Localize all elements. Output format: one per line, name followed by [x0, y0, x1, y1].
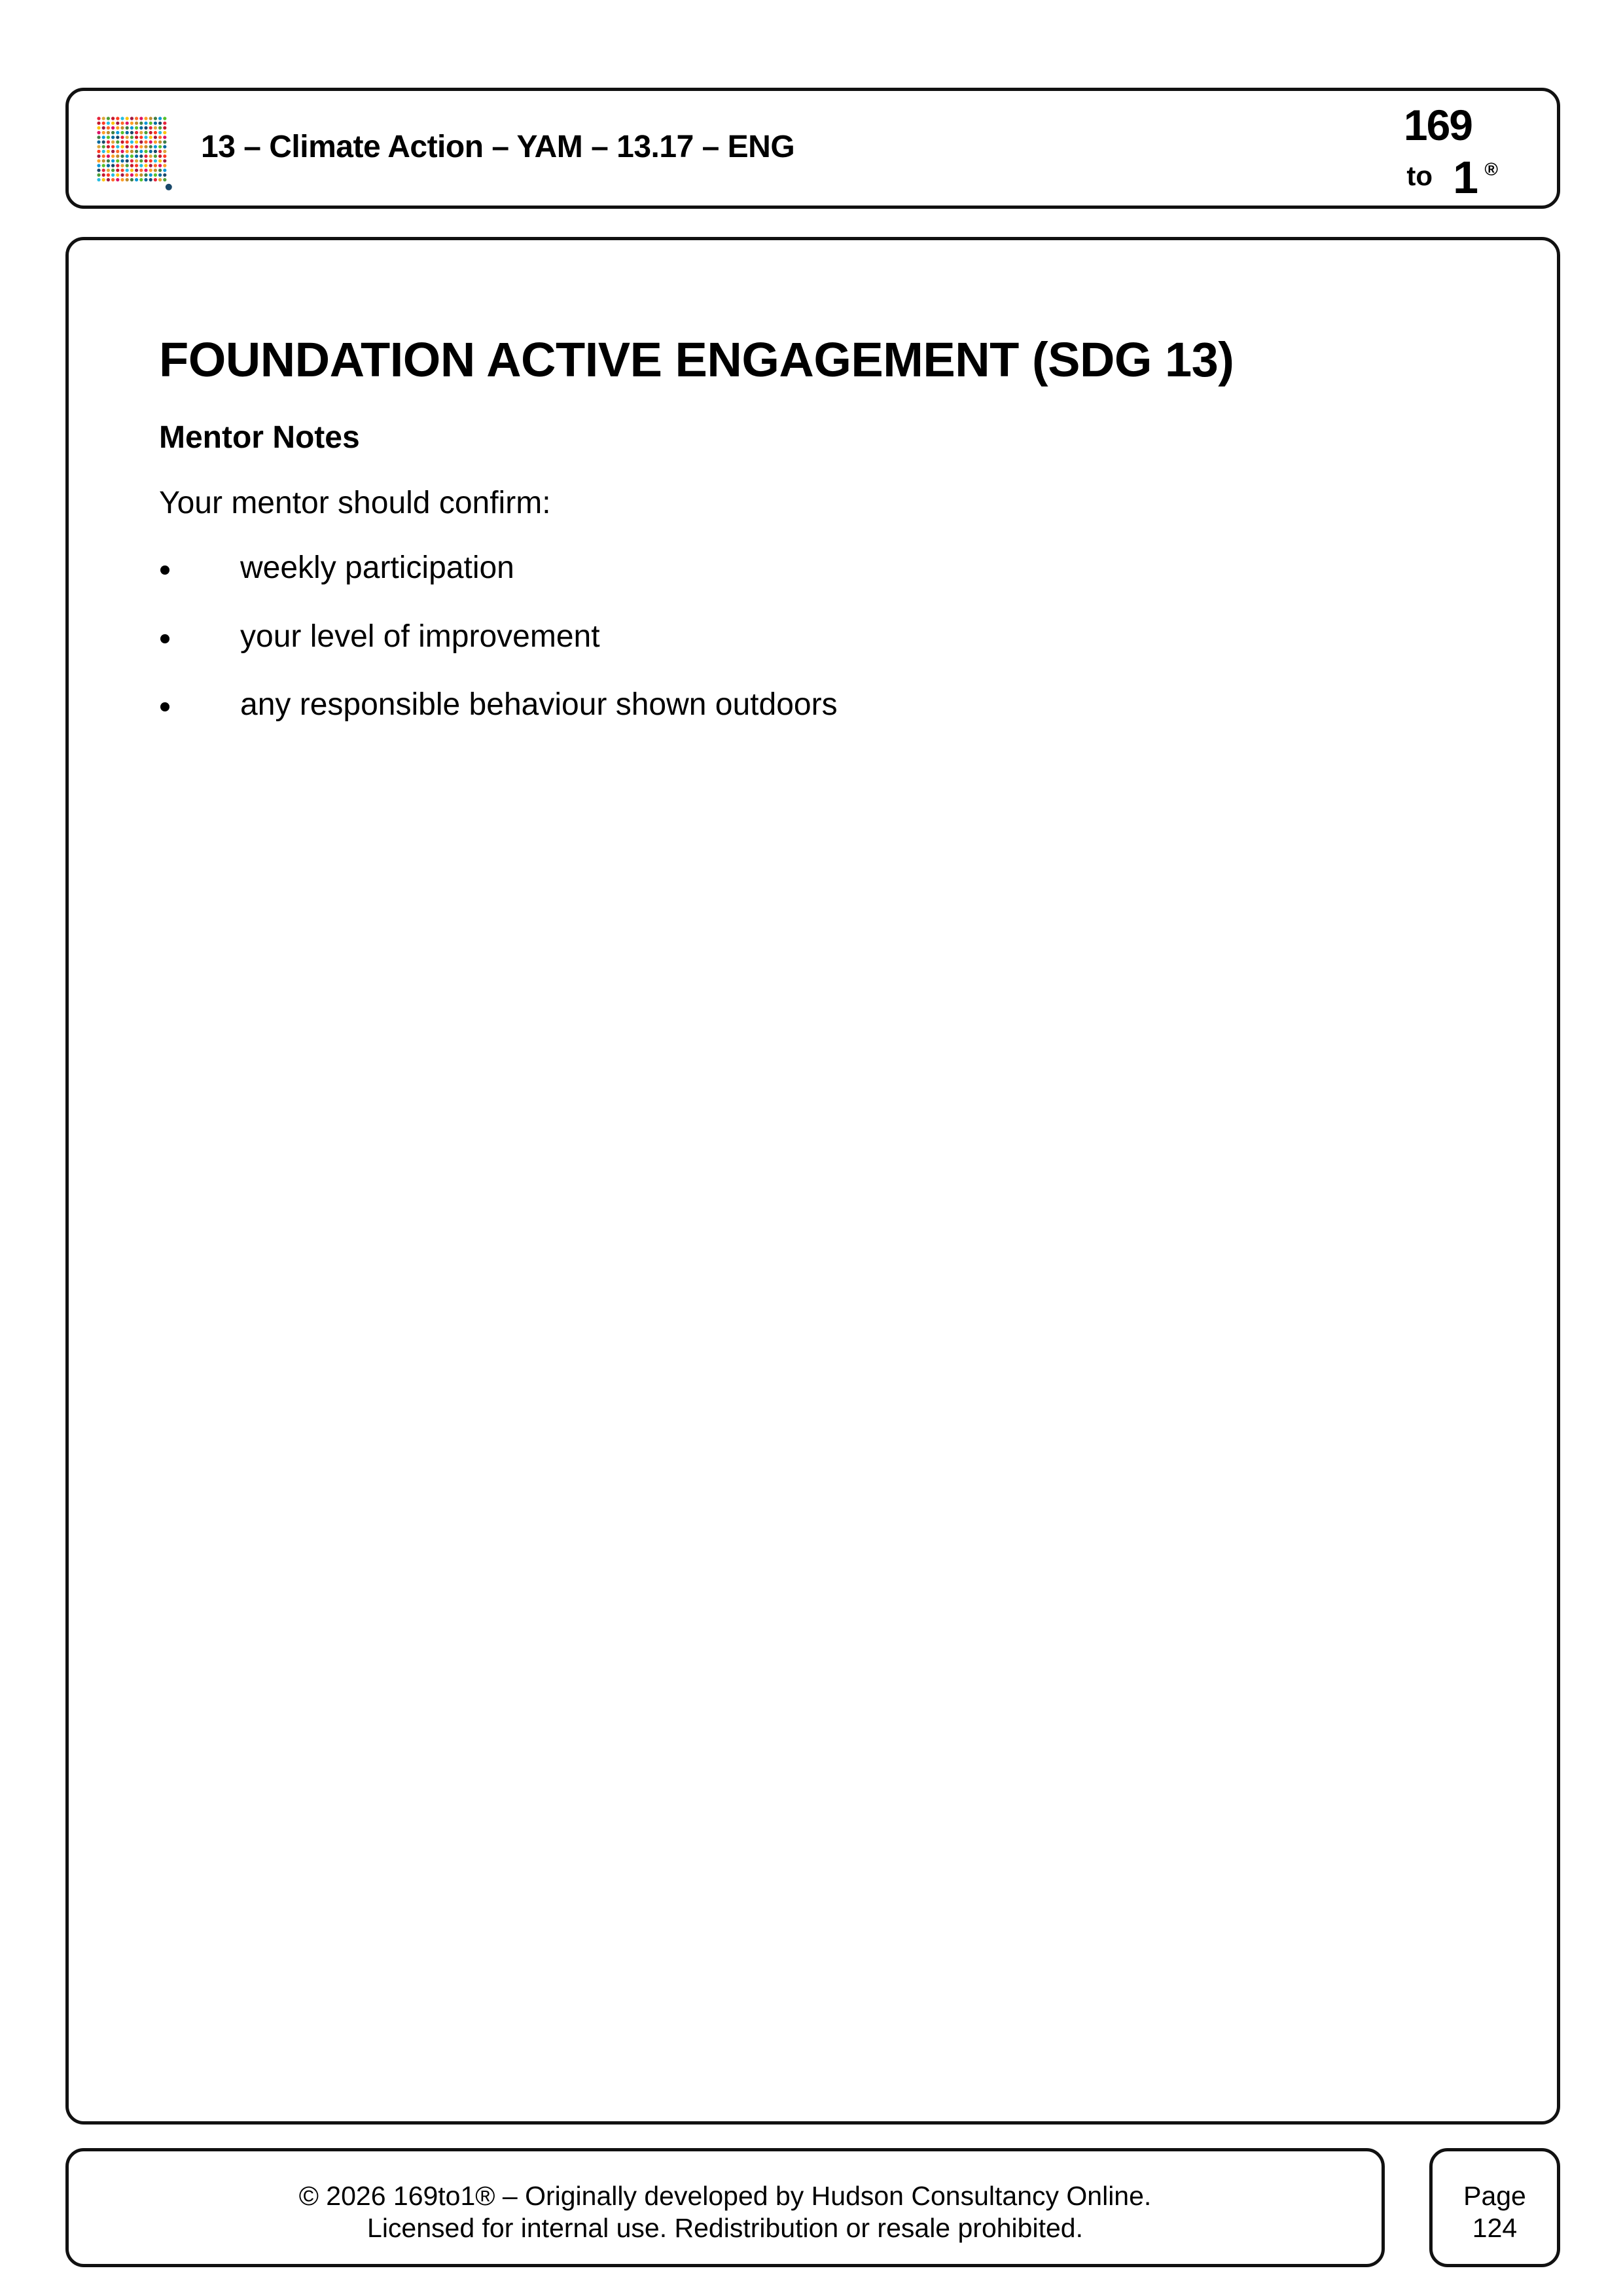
- logo-dot: [102, 169, 105, 172]
- logo-dot: [126, 126, 129, 130]
- logo-dot: [111, 122, 115, 125]
- logo-dot: [102, 126, 105, 130]
- logo-dot: [120, 135, 124, 139]
- logo-dot: [116, 140, 119, 143]
- logo-dot: [163, 154, 166, 158]
- logo-dot: [102, 164, 105, 167]
- logo-dot: [130, 126, 134, 130]
- logo-dot: [116, 117, 119, 120]
- logo-dot: [149, 122, 152, 125]
- logo-dot: [116, 126, 119, 130]
- logo-dot: [116, 135, 119, 139]
- logo-dot: [107, 122, 110, 125]
- logo-dot: [116, 178, 119, 181]
- logo-dot: [120, 145, 124, 149]
- logo-dot: [97, 169, 100, 172]
- logo-dot: [139, 140, 143, 143]
- intro-text: Your mentor should confirm:: [159, 485, 551, 520]
- logo-dot: [149, 154, 152, 158]
- list-item-text: weekly participation: [240, 550, 514, 586]
- logo-dot: [139, 122, 143, 125]
- logo-dot: [111, 154, 115, 158]
- logo-dot: [154, 117, 157, 120]
- logo-dot: [97, 140, 100, 143]
- logo-dot: [139, 169, 143, 172]
- logo-dot: [130, 164, 134, 167]
- logo-dot: [120, 131, 124, 134]
- logo-dot: [139, 117, 143, 120]
- logo-dot: [126, 173, 129, 177]
- logo-dot: [111, 164, 115, 167]
- page-label: Page: [1463, 2181, 1526, 2211]
- logo-dot: [139, 126, 143, 130]
- logo-dot: [130, 131, 134, 134]
- logo-dot: [116, 154, 119, 158]
- logo-dot: [149, 140, 152, 143]
- logo-dot: [135, 150, 138, 153]
- logo-dot: [163, 126, 166, 130]
- logo-dot: [158, 150, 162, 153]
- logo-dot: [149, 126, 152, 130]
- logo-dot: [130, 154, 134, 158]
- page-number-value: 124: [1472, 2213, 1518, 2244]
- logo-dot: [158, 131, 162, 134]
- brand-number: 169: [1403, 101, 1472, 149]
- logo-dot: [120, 178, 124, 181]
- logo-dot: [158, 140, 162, 143]
- logo-dot: [135, 173, 138, 177]
- logo-dot: [130, 178, 134, 181]
- brand-logo: [1367, 96, 1498, 207]
- logo-dot: [154, 145, 157, 149]
- logo-dot: [111, 131, 115, 134]
- logo-dot: [111, 145, 115, 149]
- logo-dot: [120, 169, 124, 172]
- logo-dot: [107, 178, 110, 181]
- section-title: FOUNDATION ACTIVE ENGAGEMENT (SDG 13): [159, 332, 1234, 387]
- logo-dot: [120, 150, 124, 153]
- logo-dot: [97, 122, 100, 125]
- logo-dot: [158, 135, 162, 139]
- logo-dot: [102, 173, 105, 177]
- logo-dot: [116, 150, 119, 153]
- logo-dot: [144, 159, 147, 162]
- logo-dot: [120, 159, 124, 162]
- footer-copyright-box: [65, 2148, 1385, 2267]
- logo-dot: [144, 117, 147, 120]
- logo-dot: [120, 126, 124, 130]
- logo-dot: [144, 154, 147, 158]
- logo-dot: [107, 159, 110, 162]
- logo-dot: [139, 164, 143, 167]
- logo-dot: [102, 135, 105, 139]
- logo-dot: [154, 169, 157, 172]
- logo-dot: [149, 145, 152, 149]
- logo-dot: [163, 164, 166, 167]
- section-subtitle: Mentor Notes: [159, 420, 360, 456]
- logo-dot: [144, 145, 147, 149]
- logo-dot: [116, 164, 119, 167]
- logo-dot: [149, 173, 152, 177]
- page-number: [1433, 2180, 1557, 2244]
- logo-dot: [135, 117, 138, 120]
- logo-dot: [126, 164, 129, 167]
- logo-dot: [107, 145, 110, 149]
- logo-dot: [154, 150, 157, 153]
- logo-dot: [130, 135, 134, 139]
- footer-line-2: Licensed for internal use. Redistribution or resale prohibited.: [367, 2213, 1083, 2244]
- logo-dot: [111, 126, 115, 130]
- logo-dot: [163, 173, 166, 177]
- logo-dot: [97, 154, 100, 158]
- logo-dot: [163, 145, 166, 149]
- logo-dot: [163, 169, 166, 172]
- logo-dot: [158, 145, 162, 149]
- logo-dot: [158, 173, 162, 177]
- logo-dot: [163, 117, 166, 120]
- bullet-list: [159, 549, 1467, 724]
- logo-dot: [158, 164, 162, 167]
- page-number-box: [1429, 2148, 1560, 2267]
- logo-dot: [135, 122, 138, 125]
- logo-dot: [102, 140, 105, 143]
- logo-dot: [102, 159, 105, 162]
- footer-line-1: © 2026 169to1® – Originally developed by Hudson Consultancy Online.: [298, 2181, 1152, 2211]
- logo-dot: [149, 117, 152, 120]
- logo-dot: [163, 150, 166, 153]
- logo-dot: [163, 135, 166, 139]
- logo-dot: [149, 131, 152, 134]
- logo-dot: [144, 122, 147, 125]
- list-item: [159, 549, 1467, 587]
- logo-dot: [116, 145, 119, 149]
- document-title: 13 – Climate Action – YAM – 13.17 – ENG: [201, 130, 795, 164]
- logo-dot: [154, 135, 157, 139]
- logo-dot: [144, 164, 147, 167]
- logo-dot: [126, 131, 129, 134]
- logo-dot: [116, 122, 119, 125]
- logo-dot: [107, 154, 110, 158]
- bullet-icon: [160, 634, 169, 643]
- logo-dot: [154, 159, 157, 162]
- logo-dot: [154, 154, 157, 158]
- logo-dot: [120, 173, 124, 177]
- brand-to: to: [1406, 160, 1433, 191]
- logo-dot: [135, 159, 138, 162]
- logo-dot: [102, 154, 105, 158]
- logo-dot: [154, 178, 157, 181]
- logo-dot: [154, 126, 157, 130]
- logo-dot: [135, 164, 138, 167]
- main-panel: [65, 237, 1560, 2125]
- logo-dot: [139, 154, 143, 158]
- footer-text: [69, 2180, 1382, 2244]
- logo-dot: [111, 135, 115, 139]
- logo-dot: [107, 164, 110, 167]
- logo-dot: [163, 178, 166, 181]
- logo-dot: [97, 145, 100, 149]
- logo-dot: [130, 145, 134, 149]
- logo-accent-dot: [166, 184, 172, 190]
- logo-dot: [111, 173, 115, 177]
- logo-dot: [139, 159, 143, 162]
- logo-dot: [130, 117, 134, 120]
- logo-dot: [130, 140, 134, 143]
- logo-dot: [163, 131, 166, 134]
- logo-dot: [158, 122, 162, 125]
- logo-dot: [107, 140, 110, 143]
- logo-dot: [130, 169, 134, 172]
- logo-dot: [102, 178, 105, 181]
- logo-dot: [144, 140, 147, 143]
- logo-dot: [135, 140, 138, 143]
- logo-dot: [144, 150, 147, 153]
- logo-dot: [158, 154, 162, 158]
- bullet-icon: [160, 565, 169, 575]
- logo-dot: [116, 173, 119, 177]
- logo-dot: [107, 150, 110, 153]
- header-bar: [65, 88, 1560, 209]
- logo-dot: [116, 131, 119, 134]
- logo-dot: [135, 178, 138, 181]
- logo-dot: [97, 126, 100, 130]
- logo-dot: [102, 131, 105, 134]
- logo-dot: [135, 131, 138, 134]
- logo-dot: [139, 178, 143, 181]
- logo-dot: [154, 131, 157, 134]
- logo-dot: [107, 117, 110, 120]
- list-item: [159, 618, 1467, 656]
- logo-dot: [97, 131, 100, 134]
- logo-dot: [126, 135, 129, 139]
- main-content: [159, 332, 1467, 755]
- logo-dot: [107, 126, 110, 130]
- logo-dot: [97, 159, 100, 162]
- logo-dot: [130, 173, 134, 177]
- logo-dot: [158, 159, 162, 162]
- logo-dot: [135, 135, 138, 139]
- logo-dot: [163, 159, 166, 162]
- logo-dot: [154, 173, 157, 177]
- logo-dot: [135, 126, 138, 130]
- logo-dot: [116, 159, 119, 162]
- logo-dot: [139, 173, 143, 177]
- logo-dot: [149, 169, 152, 172]
- logo-dot: [97, 117, 100, 120]
- logo-dot: [139, 145, 143, 149]
- logo-dot: [126, 159, 129, 162]
- logo-dot: [126, 169, 129, 172]
- logo-dot: [107, 173, 110, 177]
- logo-dot: [144, 135, 147, 139]
- logo-dot: [107, 131, 110, 134]
- logo-dot: [111, 140, 115, 143]
- logo-dot: [102, 150, 105, 153]
- logo-dot: [135, 169, 138, 172]
- logo-dot: [97, 164, 100, 167]
- logo-dot: [139, 150, 143, 153]
- logo-dot: [120, 117, 124, 120]
- logo-dot: [144, 173, 147, 177]
- logo-dot: [102, 122, 105, 125]
- logo-dot: [158, 126, 162, 130]
- brand-registered-mark: ®: [1484, 159, 1498, 179]
- sdg-logo-icon: [96, 116, 175, 194]
- logo-dot: [120, 122, 124, 125]
- logo-dot: [154, 164, 157, 167]
- logo-dot: [97, 178, 100, 181]
- logo-dot: [163, 140, 166, 143]
- logo-dot: [107, 169, 110, 172]
- logo-dot: [158, 178, 162, 181]
- logo-dot: [126, 178, 129, 181]
- logo-dot: [97, 135, 100, 139]
- logo-dot: [120, 164, 124, 167]
- logo-dot: [144, 126, 147, 130]
- logo-dot: [111, 117, 115, 120]
- logo-dot: [126, 122, 129, 125]
- logo-dot: [120, 154, 124, 158]
- logo-dot: [126, 140, 129, 143]
- bullet-icon: [160, 702, 169, 711]
- list-item: [159, 686, 1467, 724]
- list-item-text: your level of improvement: [240, 619, 600, 654]
- logo-dot: [130, 159, 134, 162]
- logo-dot: [97, 173, 100, 177]
- logo-dot: [111, 159, 115, 162]
- logo-dot: [144, 178, 147, 181]
- logo-dot: [149, 164, 152, 167]
- logo-dot: [158, 169, 162, 172]
- logo-dot: [130, 150, 134, 153]
- logo-dot: [149, 150, 152, 153]
- brand-one: 1: [1453, 152, 1478, 203]
- logo-dot: [154, 140, 157, 143]
- logo-dot: [149, 159, 152, 162]
- logo-dot: [126, 150, 129, 153]
- logo-dot: [149, 135, 152, 139]
- logo-dot: [116, 169, 119, 172]
- logo-dot: [130, 122, 134, 125]
- logo-dot: [107, 135, 110, 139]
- logo-dot: [163, 122, 166, 125]
- logo-dot: [135, 154, 138, 158]
- logo-dot: [139, 135, 143, 139]
- logo-dot: [102, 117, 105, 120]
- logo-dot: [111, 150, 115, 153]
- logo-dot: [102, 145, 105, 149]
- logo-dot: [120, 140, 124, 143]
- logo-dot: [126, 145, 129, 149]
- logo-dot: [154, 122, 157, 125]
- logo-dot: [126, 117, 129, 120]
- logo-dot: [111, 178, 115, 181]
- logo-dot: [149, 178, 152, 181]
- logo-dot: [97, 150, 100, 153]
- logo-dot: [135, 145, 138, 149]
- logo-dot: [111, 169, 115, 172]
- list-item-text: any responsible behaviour shown outdoors: [240, 687, 838, 723]
- logo-dot: [126, 154, 129, 158]
- logo-dot: [158, 117, 162, 120]
- logo-dot: [144, 131, 147, 134]
- logo-dot: [144, 169, 147, 172]
- logo-dot: [139, 131, 143, 134]
